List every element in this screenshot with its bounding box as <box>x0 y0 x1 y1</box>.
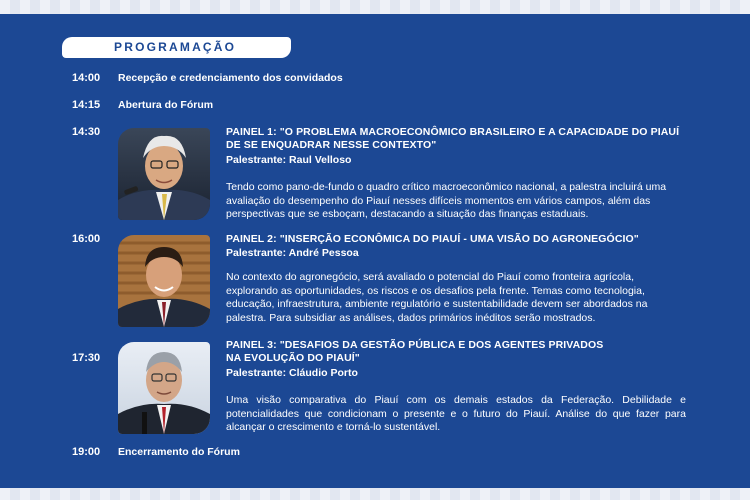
speaker-portrait-image <box>118 235 210 327</box>
panel-2-time: 16:00 <box>72 233 101 245</box>
schedule-time: 14:00 <box>72 72 101 84</box>
schedule-item-title: Recepção e credenciamento dos convidados <box>118 72 343 84</box>
top-decorative-strip <box>0 0 750 14</box>
panel-1-speaker: Palestrante: Raul Velloso <box>226 154 352 166</box>
panel-1-title-line-1: PAINEL 1: "O PROBLEMA MACROECONÔMICO BRASILEIRO E A CAPACIDADE DO PIAUÍ <box>226 126 680 138</box>
schedule-time: 14:15 <box>72 99 101 111</box>
speaker-photo-claudio-porto <box>118 342 210 434</box>
speaker-portrait-image <box>118 342 210 434</box>
section-header <box>62 37 291 58</box>
panel-3-title-line-1: PAINEL 3: "DESAFIOS DA GESTÃO PÚBLICA E DOS AGENTES PRIVADOS <box>226 339 604 351</box>
panel-3-description: Uma visão comparativa do Piauí com os demais estados da Federação. Debilidade e potencialidades que condicionam o presente e o futuro do Piauí. Análise do que fazer para alcançar o crescimento e torná-lo sustentável. <box>226 394 686 433</box>
panel-3-title <box>226 339 603 365</box>
speaker-portrait-image <box>118 128 210 220</box>
speaker-photo-raul-velloso <box>118 128 210 220</box>
speaker-photo-andre-pessoa <box>118 235 210 327</box>
panel-3-title-line-2: NA EVOLUÇÃO DO PIAUÍ" <box>226 352 360 364</box>
schedule-item-title: Abertura do Fórum <box>118 99 214 111</box>
panel-3-speaker: Palestrante: Cláudio Porto <box>226 367 358 379</box>
panel-3-time: 17:30 <box>72 352 101 364</box>
panel-1-description: Tendo como pano-de-fundo o quadro crítico macroeconômico nacional, a palestra incluirá uma avaliação do desempenho do Piauí nesses difíceis momentos em vários campos, além das perspectivas que se esboçam, destacando a situação das finanças estaduais. <box>226 181 667 220</box>
panel-1-time: 14:30 <box>72 126 101 138</box>
bottom-decorative-strip <box>0 488 750 500</box>
panel-1-title-line-2: DE SE ENQUADRAR NESSE CONTEXTO" <box>226 139 437 151</box>
panel-1-title <box>226 126 679 152</box>
program-panel <box>0 14 750 488</box>
panel-2-speaker: Palestrante: André Pessoa <box>226 247 359 259</box>
schedule-time: 19:00 <box>72 446 101 458</box>
panel-2-description: No contexto do agronegócio, será avaliado o potencial do Piauí como fronteira agrícola, explorando as oportunidades, os riscos e os desafios pela frente. Temas como tecnologia, educação, infraestrutura, ambiente regulatório e sustentabilidade devem ser abordados na palestra. Para subsidiar as análises, dados primários inéditos serão mostrados. <box>226 271 648 324</box>
panel-2-title <box>226 233 639 246</box>
schedule-item-title: Encerramento do Fórum <box>118 446 240 458</box>
section-title: PROGRAMAÇÃO <box>114 40 237 54</box>
panel-2-title-line-1: PAINEL 2: "INSERÇÃO ECONÔMICA DO PIAUÍ - UMA VISÃO DO AGRONEGÓCIO" <box>226 233 639 245</box>
